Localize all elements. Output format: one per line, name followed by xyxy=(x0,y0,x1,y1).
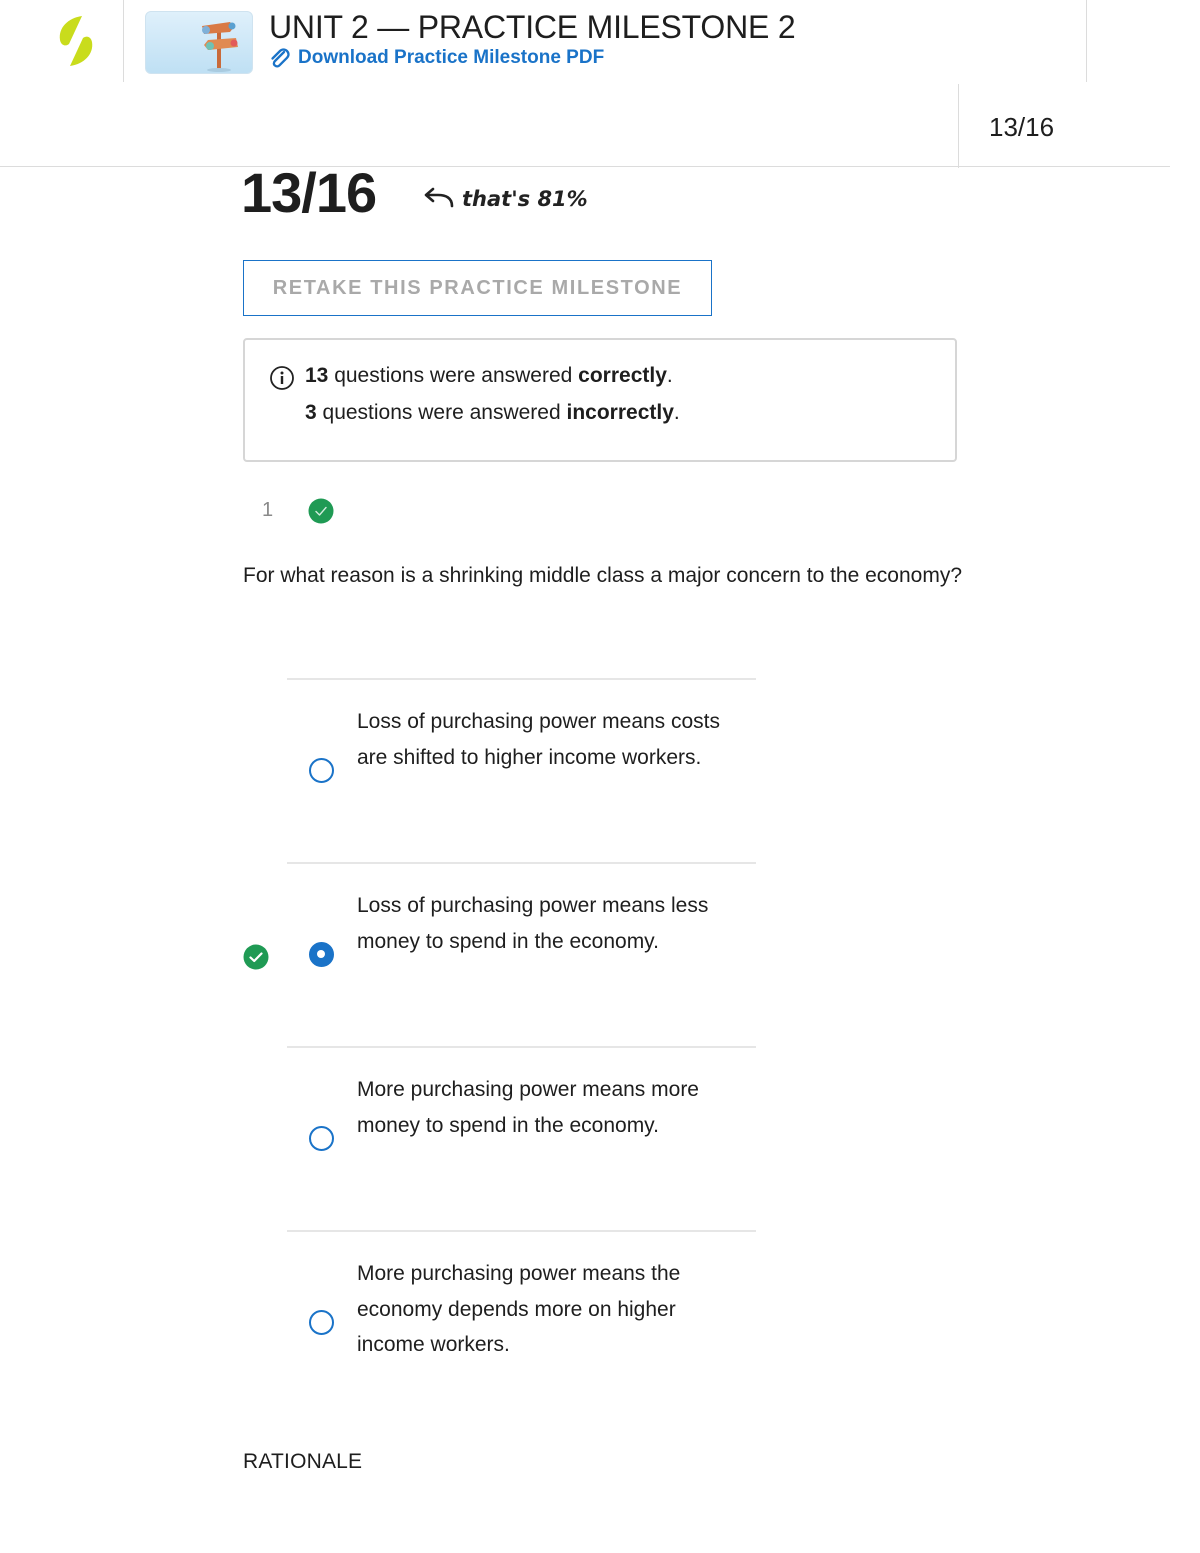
option-text-2[interactable]: Loss of purchasing power means less money to spend in the economy. xyxy=(357,894,709,953)
correct-period: . xyxy=(666,364,673,387)
percent-text: that's 81% xyxy=(462,187,588,211)
results-summary-box xyxy=(243,338,957,462)
top-bar xyxy=(0,0,1200,168)
question-text: For what reason is a shrinking middle class a major concern to the economy? xyxy=(243,564,963,587)
retake-button[interactable]: RETAKE THIS PRACTICE MILESTONE xyxy=(243,260,712,316)
option-radio-2-selected[interactable] xyxy=(309,942,334,967)
correct-count: 13 xyxy=(305,364,329,387)
correct-answer-check-icon xyxy=(243,944,269,970)
option-radio-1[interactable] xyxy=(309,758,334,783)
header-divider xyxy=(123,0,124,82)
incorrect-summary xyxy=(305,401,680,425)
correct-summary xyxy=(305,364,673,388)
option-text-1[interactable]: Loss of purchasing power means costs are shifted to higher income workers. xyxy=(357,710,721,769)
incorrect-text: questions were answered xyxy=(316,401,567,424)
option-radio-4[interactable] xyxy=(309,1310,334,1335)
percent-annotation xyxy=(422,186,588,212)
signpost-icon xyxy=(146,12,253,74)
option-separator xyxy=(287,862,756,864)
option-separator xyxy=(287,1046,756,1048)
question-number: 1 xyxy=(262,499,274,521)
milestone-thumbnail xyxy=(145,11,253,74)
curved-arrow-icon xyxy=(422,186,456,212)
option-separator xyxy=(287,678,756,680)
download-pdf-label: Download Practice Milestone PDF xyxy=(298,47,605,68)
header-bottom-border xyxy=(0,166,1170,167)
correct-text: questions were answered xyxy=(328,364,579,387)
score-divider xyxy=(958,84,959,168)
incorrect-period: . xyxy=(673,401,680,424)
score-summary-small: 13/16 xyxy=(989,112,1055,142)
correct-word: correctly xyxy=(578,364,667,387)
page-title: UNIT 2 — PRACTICE MILESTONE 2 xyxy=(269,9,796,45)
check-circle-icon xyxy=(308,498,334,524)
rationale-heading: RATIONALE xyxy=(243,1450,363,1473)
incorrect-word: incorrectly xyxy=(566,401,674,424)
incorrect-count: 3 xyxy=(305,401,317,424)
info-icon xyxy=(269,365,295,391)
sophia-logo-icon[interactable] xyxy=(52,14,100,68)
paperclip-icon xyxy=(268,47,290,69)
option-separator xyxy=(287,1230,756,1232)
header-right-divider xyxy=(1086,0,1087,82)
option-text-4[interactable]: More purchasing power means the economy depends more on higher income workers. xyxy=(357,1262,681,1356)
score-big: 13/16 xyxy=(241,161,377,224)
option-radio-3[interactable] xyxy=(309,1126,334,1151)
option-text-3[interactable]: More purchasing power means more money to spend in the economy. xyxy=(357,1078,699,1137)
download-pdf-link[interactable] xyxy=(268,47,604,69)
